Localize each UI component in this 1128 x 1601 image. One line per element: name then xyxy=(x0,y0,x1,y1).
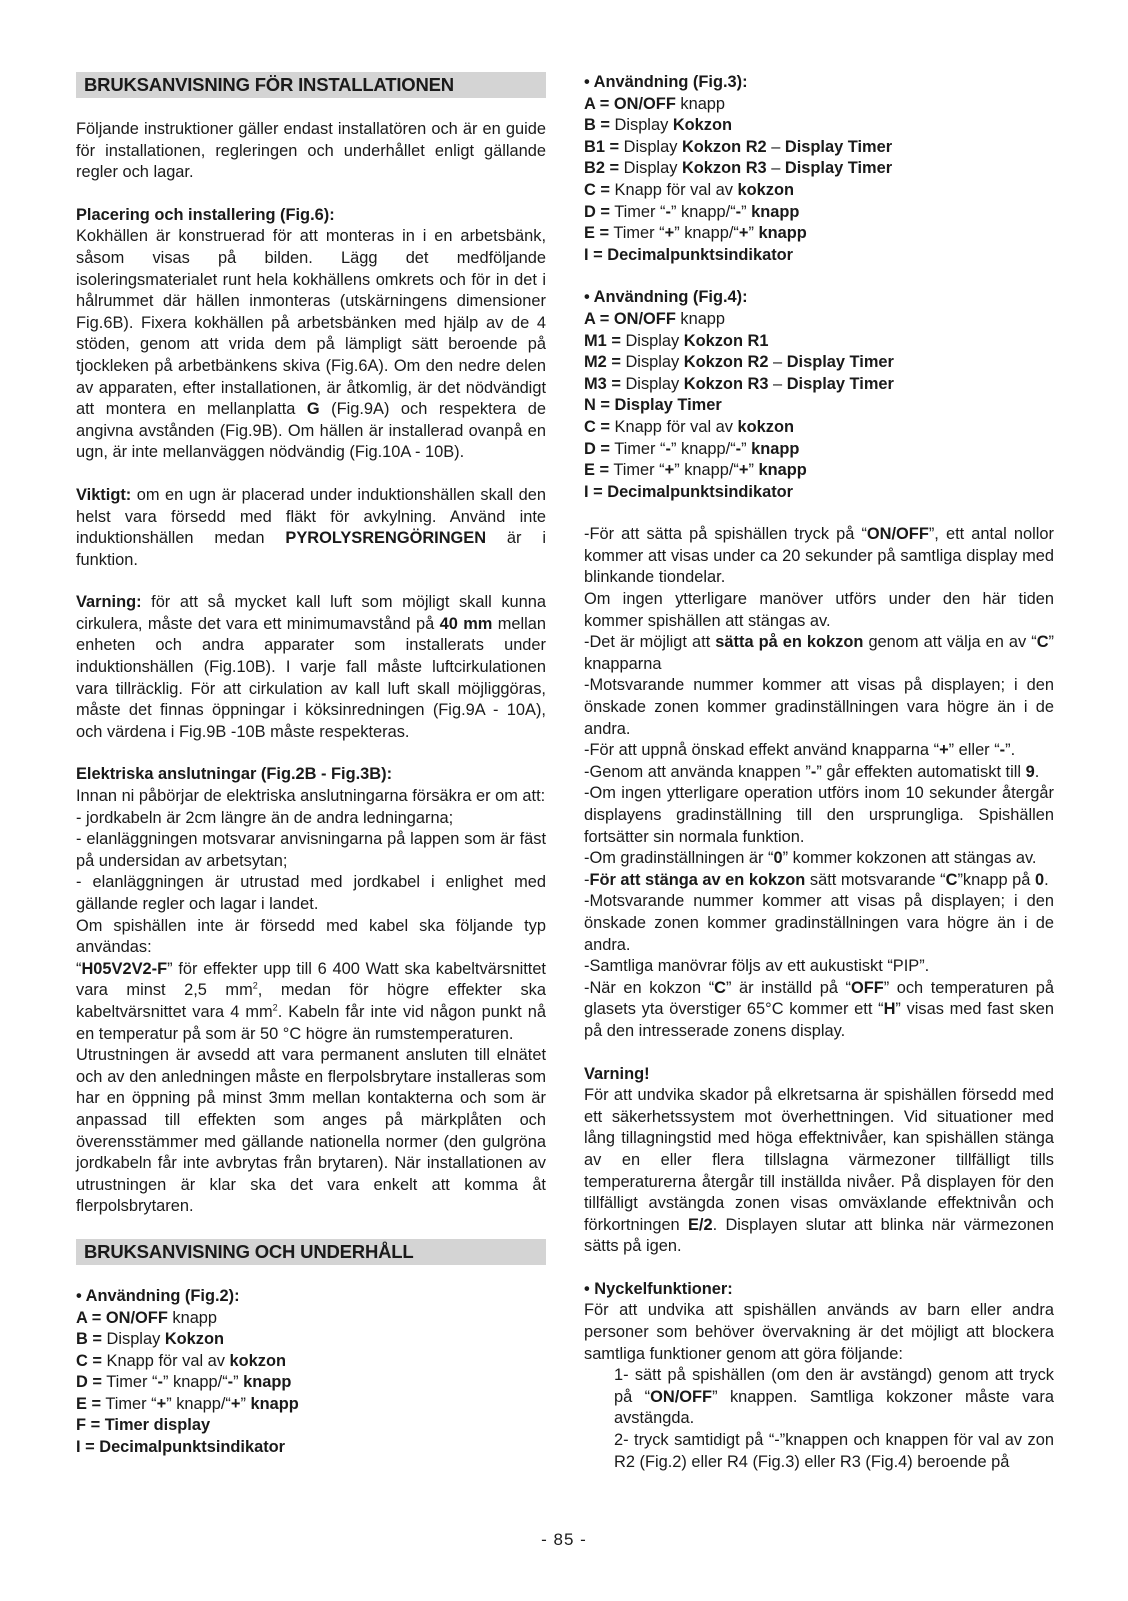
legend-line: D = Timer “-” knapp/“-” knapp xyxy=(584,439,800,458)
cable-spec-paragraph: “H05V2V2-F” för effekter upp till 6 400 Watt ska kabeltvärsnittet vara minst 2,5 $mm^2$, medan för högre effekter ska kabeltvärsnittet vara 4 $mm^2$. Kabeln får inte vid någon punkt nå en temperatur på som är 50 °C högre än rumstemperaturen. xyxy=(76,959,546,1043)
electrical-title: Elektriska anslutningar (Fig.2B - Fig.3B): xyxy=(76,765,393,784)
airflow-warning-paragraph: Varning: för att så mycket kall luft som möjligt skall kunna cirkulera, måste det vara ett minimumavstånd på 40 mm mellan enheten och andra apparater som installerats under induktionshällen (Fig.10B). I varje fall måste luftcirkulationen vara tillräcklig. För att cirkulation av kall luft skall möjliggöras, måste det finnas öppningar i köksinredningen (Fig.9A - 10A), och värdena i Fig.9B -10B måste respekteras. xyxy=(76,593,546,741)
legend-line: I = Decimalpunktsindikator xyxy=(584,245,794,264)
legend-line: A = ON/OFF knapp xyxy=(584,309,726,328)
legend-line: A = ON/OFF knapp xyxy=(584,94,726,113)
placement-title: Placering och installering (Fig.6): xyxy=(76,205,335,224)
legend-line: I = Decimalpunktsindikator xyxy=(76,1438,286,1457)
legend-line: M1 = Display Kokzon R1 xyxy=(584,331,769,350)
electrical-lead: Innan ni påbörjar de elektriska anslutningarna försäkra er om att: xyxy=(76,787,546,806)
fig4-legend: • Användning (Fig.4): A = ON/OFF knapp M1 = Display Kokzon R1 M2 = Display Kokzon R2 – Display Timer M3 = Display Kokzon R3 – Display Timer N = Display Timer C = Knapp för val av kokzon D = Timer “-” knapp/“-” knapp E = Timer “+” knapp/“+” knapp I = Decimalpunktsindikator xyxy=(584,287,1054,503)
legend-line: N = Display Timer xyxy=(584,396,722,415)
cable-intro: Om spishällen inte är försedd med kabel ska följande typ användas: xyxy=(76,916,546,957)
legend-line: C = Knapp för val av kokzon xyxy=(584,417,794,436)
legend-line: E = Timer “+” knapp/“+” knapp xyxy=(584,224,807,243)
usage-heading: BRUKSANVISNING OCH UNDERHÅLL xyxy=(76,1239,546,1265)
legend-line: E = Timer “+” knapp/“+” knapp xyxy=(584,461,807,480)
overheat-warning: Varning! För att undvika skador på elkretsarna är spishällen försedd med ett säkerhetssystem mot överhettningen. Vid situationer med lång tillagningstid med höga effektnivåer, kan spishällen stänga av en eller flera tillslagna värmezoner tillfälligt tills temperaturerna återgår till inställda nivåer. På displayen för den tillfälligt avstängda zonen visas omväxlande effektnivån och förkortningen E/2. Displayen slutar att blinka när värmezonen sätts på igen. xyxy=(584,1064,1054,1256)
legend-line: D = Timer “-” knapp/“-” knapp xyxy=(76,1373,292,1392)
legend-line: B1 = Display Kokzon R2 – Display Timer xyxy=(584,137,893,156)
fig3-legend: • Användning (Fig.3): A = ON/OFF knapp B = Display Kokzon B1 = Display Kokzon R2 – Display Timer B2 = Display Kokzon R3 – Display Timer C = Knapp för val av kokzon D = Timer “-” knapp/“-” knapp E = Timer “+” knapp/“+” knapp I = Decimalpunktsindikator xyxy=(584,72,1054,266)
legend-line: A = ON/OFF knapp xyxy=(76,1308,218,1327)
page-number: - 85 - xyxy=(541,1530,587,1549)
legend-line: C = Knapp för val av kokzon xyxy=(76,1351,286,1370)
key-lock-section: • Nyckelfunktioner: För att undvika att spishällen används av barn eller andra personer som behöver övervakning är det möjligt att blockera samtliga funktioner genom att göra följande: 1- sätt på spishällen (om den är avstängd) genom att tryck på “ON/OFF” knappen. Samtliga kokzoner måste vara avstängda. 2- tryck samtidigt på “-”knappen och knappen för val av zon R2 (Fig.2) eller R4 (Fig.3) eller R3 (Fig.4) beroende på xyxy=(584,1279,1054,1471)
fig2-legend: • Användning (Fig.2): A = ON/OFF knapp B = Display Kokzon C = Knapp för val av kokzon D = Timer “-” knapp/“-” knapp E = Timer “+” knapp/“+” knapp F = Timer display I = Decimalpunktsindikator xyxy=(76,1286,546,1459)
placement-paragraph: Kokhällen är konstruerad för att monteras in i en arbetsbänk, såsom visas på bilden. Lägg det medföljande isoleringsmaterialet runt hela kokhällens omkrets och för in det i hålrummet där hällen inmonteras (utskärningens dimensioner Fig.6B). Fixera kokhällen på arbetsbänken med hjälp av de 4 stöden, genom att vrida dem på lämpligt sätt beroende på tjockleken på arbetbänkens skiva (Fig.6A). Om den nedre delen av apparaten, efter installationen, är åtkomlig, är det nödvändigt att montera en mellanplatta G (Fig.9A) och respektera de angivna avstånden (Fig.9B). Om hällen är installerad ovanpå en ugn, är inte mellanväggen nödvändig (Fig.10A - 10B). xyxy=(76,227,546,462)
legend-line: M2 = Display Kokzon R2 – Display Timer xyxy=(584,353,894,372)
intro-paragraph: Följande instruktioner gäller endast installatören och är en guide för installationen, regleringen och underhållet enligt gällande regler och lagar. xyxy=(76,120,546,182)
left-column xyxy=(76,72,546,1459)
legend-line: B = Display Kokzon xyxy=(76,1330,225,1349)
legend-line: M3 = Display Kokzon R3 – Display Timer xyxy=(584,374,894,393)
breaker-paragraph: Utrustningen är avsedd att vara permanent ansluten till elnätet och av den anledningen måste en flerpolsbrytare installeras som har en öppning på minst 3mm mellan kontakterna och som är anpassad till effekten som anges på märkplåten och överensstämmer med gällande nationella normer (den gulgröna jordkabeln får inte avbrytas från brytaren). När installationen av utrustningen är klar ska det vara enkelt att komma åt flerpolsbrytaren. xyxy=(76,1046,546,1216)
legend-line: I = Decimalpunktsindikator xyxy=(584,482,794,501)
installation-heading: BRUKSANVISNING FÖR INSTALLATIONEN xyxy=(76,72,546,98)
electrical-item: - jordkabeln är 2cm längre än de andra ledningarna; xyxy=(76,808,454,827)
right-column xyxy=(584,72,1054,1473)
legend-line: C = Knapp för val av kokzon xyxy=(584,180,794,199)
important-paragraph: Viktigt: om en ugn är placerad under induktionshällen skall den helst vara försedd med fläkt för avkylning. Använd inte induktionshällen medan PYROLYSRENGÖRINGEN är i funktion. xyxy=(76,485,547,569)
legend-line: E = Timer “+” knapp/“+” knapp xyxy=(76,1394,299,1413)
electrical-item: - elanläggningen är utrustad med jordkabel i enlighet med gällande regler och lagar i landet. xyxy=(76,873,546,913)
legend-line: B = Display Kokzon xyxy=(584,116,733,135)
legend-line: F = Timer display xyxy=(76,1416,211,1435)
legend-line: D = Timer “-” knapp/“-” knapp xyxy=(584,202,800,221)
operation-instructions: -För att sätta på spishällen tryck på “ON/OFF”, ett antal nollor kommer att visas under ca 20 sekunder på samtliga display med blinkande tiondelar. Om ingen ytterligare manöver utförs under den här tiden kommer spishällen att stängas av. -Det är möjligt att sätta på en kokzon genom att välja en av “C” knapparna -Motsvarande nummer kommer att visas på displayen; i den önskade zonen kommer gradinställningen vara högre än i de andra. -För att uppnå önskad effekt använd knapparna “+” eller “-”. -Genom att använda knappen ”-” går effekten automatiskt till 9. -Om ingen ytterligare operation utförs inom 10 sekunder återgår displayens gradinställning till den ursprungliga. Spishällen fortsätter sin normala funktion. -Om gradinställningen är “0” kommer kokzonen att stängas av. -För att stänga av en kokzon sätt motsvarande “C”knapp på 0. -Motsvarande nummer kommer att visas på displayen; i den önskade zonen kommer gradinställningen vara högre än i de andra. -Samtliga manövrar följs av ett aukustiskt “PIP”. -När en kokzon “C” är inställd på “OFF” och temperaturen på glasets yta överstiger 65°C kommer ett “H” visas med fast sken på den intresserade zonens display. xyxy=(584,525,1055,1040)
electrical-item: - elanläggningen motsvarar anvisningarna på lappen som är fäst på undersidan av arbetsytan; xyxy=(76,830,546,870)
legend-line: B2 = Display Kokzon R3 – Display Timer xyxy=(584,159,893,178)
